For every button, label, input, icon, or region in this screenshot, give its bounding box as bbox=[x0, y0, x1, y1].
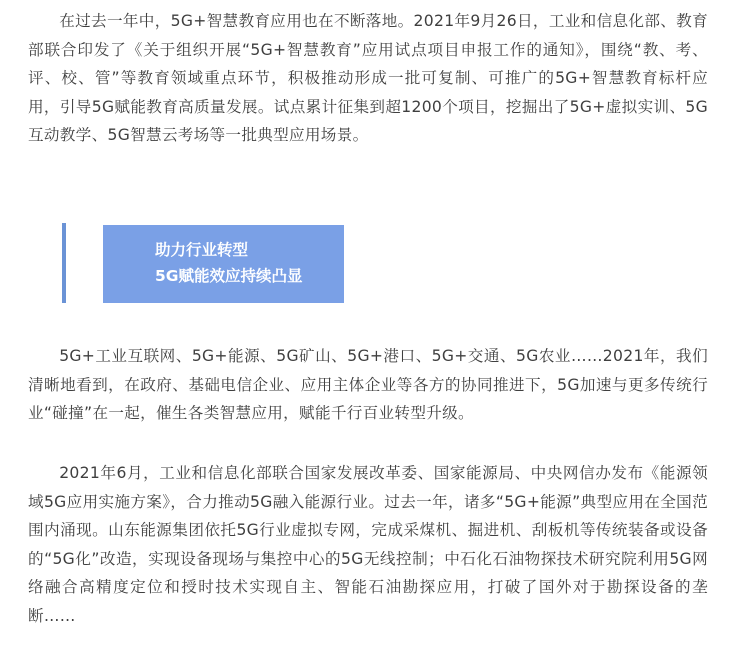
section-accent-bar bbox=[62, 223, 66, 303]
paragraph-smart-education: 在过去一年中，5G+智慧教育应用也在不断落地。2021年9月26日，工业和信息化部、教育部联合印发了《关于组织开展“5G+智慧教育”应用试点项目申报工作的通知》，围绕“教、考、评、校、管”等教育领域重点环节，积极推动形成一批可复制、可推广的5G+智慧教育标杆应用，引导5G赋能教育高质量发展。试点累计征集到超1200个项目，挖掘出了5G+虚拟实训、5G互动教学、5G智慧云考场等一批典型应用场景。 bbox=[28, 12, 708, 145]
paragraph-energy-applications: 2021年6月，工业和信息化部联合国家发展改革委、国家能源局、中央网信办发布《能源领域5G应用实施方案》，合力推动5G融入能源行业。过去一年，诸多“5G+能源”典型应用在全国范围内涌现。山东能源集团依托5G行业虚拟专网，完成采煤机、掘进机、刮板机等传统装备或设备的“5G化”改造，实现设备现场与集控中心的5G无线控制；中石化石油物探技术研究院利用5G网络融合高精度定位和授时技术实现自主、智能石油勘探应用，打破了国外对于勘探设备的垄断…… bbox=[28, 464, 708, 625]
section-header bbox=[62, 223, 352, 303]
section-title-line2: 5G赋能效应持续凸显 bbox=[155, 267, 303, 285]
section-title-line1: 助力行业转型 bbox=[155, 241, 249, 259]
paragraph-industry-integration: 5G+工业互联网、5G+能源、5G矿山、5G+港口、5G+交通、5G农业……2021年，我们清晰地看到，在政府、基础电信企业、应用主体企业等各方的协同推进下，5G加速与更多传统行业“碰撞”在一起，催生各类智慧应用，赋能千行百业转型升级。 bbox=[28, 347, 708, 423]
section-title-box bbox=[103, 225, 344, 303]
